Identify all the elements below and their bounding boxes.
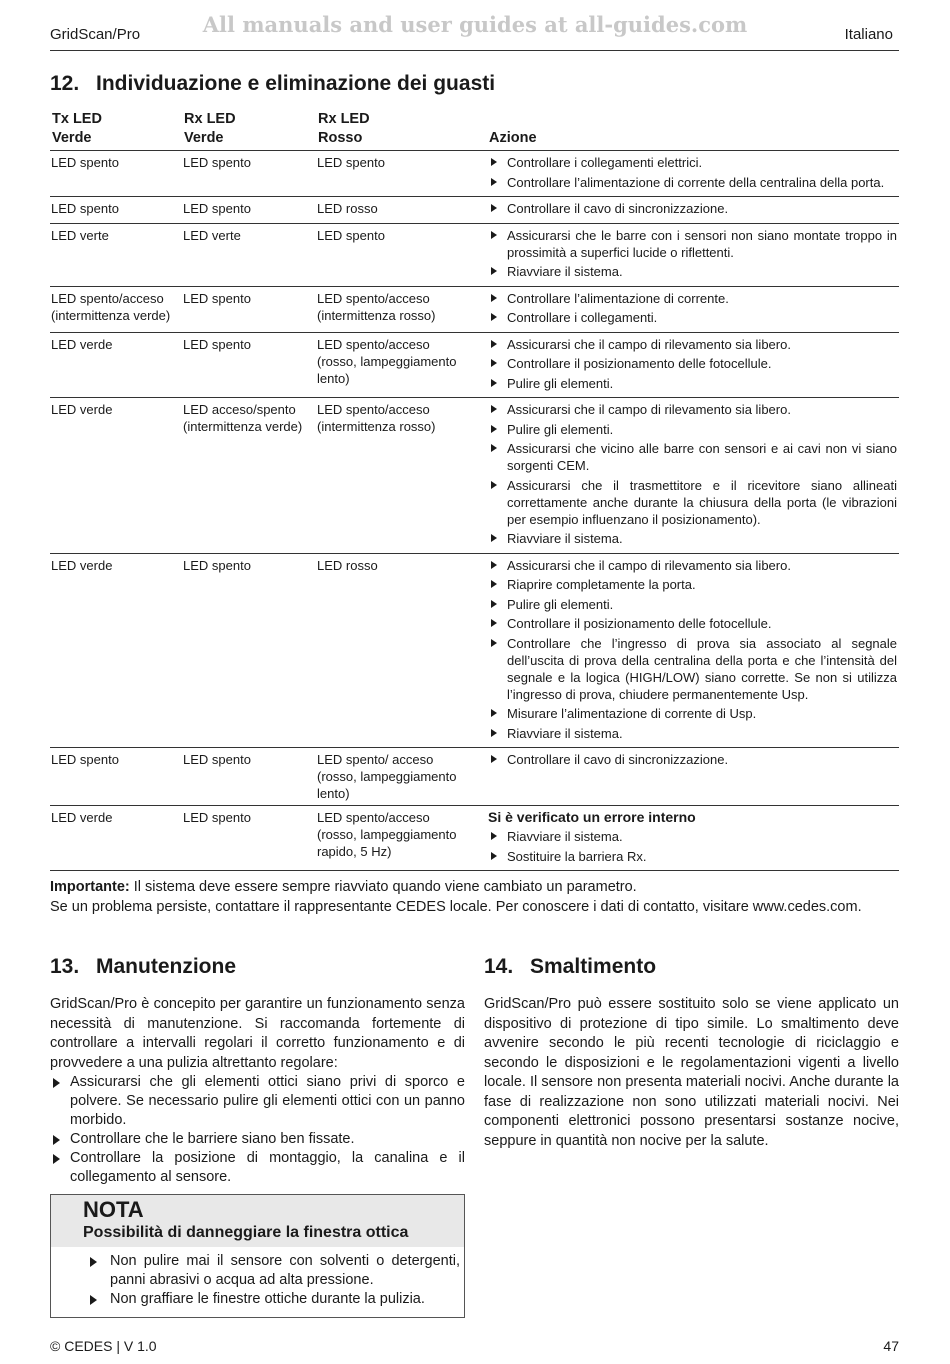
col-header-line: Rx LED: [184, 111, 236, 127]
cell-action: [487, 223, 899, 286]
header-product: GridScan/Pro: [50, 26, 141, 43]
action-item: Assicurarsi che il campo di rilevamento sia libero.: [488, 557, 897, 574]
cell-line: LED acceso/spento: [183, 402, 296, 417]
action-item: Sostituire la barriera Rx.: [488, 848, 897, 865]
cell-rx-green-led: [182, 197, 316, 224]
cell-tx-led: [50, 748, 182, 806]
cell-line: LED spento: [51, 201, 119, 216]
col-header-line: Verde: [184, 130, 224, 146]
note-body: [51, 1247, 464, 1309]
action-item: Controllare il posizionamento delle fotocellule.: [488, 615, 897, 632]
table-row: [50, 223, 899, 286]
action-list: [488, 290, 897, 327]
important-notes: [50, 878, 899, 917]
cell-rx-green-led: [182, 332, 316, 398]
cell-rx-red-led: [316, 332, 487, 398]
cell-line: LED spento/acceso: [317, 336, 430, 352]
action-item: Assicurarsi che il campo di rilevamento sia libero.: [488, 401, 897, 418]
cell-rx-red-led: [316, 398, 487, 554]
cell-rx-red-led: [316, 748, 487, 806]
cell-action: [487, 197, 899, 224]
cell-action: [487, 748, 899, 806]
note-subtitle: Possibilità di danneggiare la finestra ottica: [83, 1224, 409, 1241]
cell-tx-led: [50, 197, 182, 224]
action-item: Assicurarsi che il campo di rilevamento sia libero.: [488, 336, 897, 353]
section-13-intro: GridScan/Pro è concepito per garantire un funzionamento senza necessità di manutenzione. Si raccomanda fortemente di controllare a intervalli regolari il corretto funzionamento e di provvedere a una pulizia altrettanto regolare:: [50, 996, 465, 1071]
cell-rx-green-led: [182, 398, 316, 554]
action-item: Riavviare il sistema.: [488, 725, 897, 742]
action-list: [488, 154, 897, 191]
cell-line: rapido, 5 Hz): [317, 844, 392, 859]
cell-line: LED spento/acceso: [317, 810, 430, 825]
cell-line: LED spento: [183, 155, 251, 170]
action-list: [488, 336, 897, 392]
note-box: [50, 1194, 465, 1318]
cell-line: (intermittenza verde): [183, 419, 303, 434]
section-13-heading: [50, 955, 465, 979]
list-item: Controllare la posizione di montaggio, la canalina e il collegamento al sensore.: [50, 1149, 465, 1187]
cell-line: LED verde: [51, 557, 113, 573]
cell-line: LED verde: [51, 336, 113, 352]
action-item: Controllare l’alimentazione di corrente.: [488, 290, 897, 307]
cell-line: LED spento: [183, 752, 251, 767]
section-14-title: Smaltimento: [530, 955, 657, 978]
section-14-text: GridScan/Pro può essere sostituito solo se viene applicato un dispositivo di protezione di tipo simile. Lo smaltimento deve avvenire secondo le più recenti tecnologie di riciclaggio e secondo le disposizioni e le regolamentazioni vigenti a livello locale. Il sensore non presenta materiali nocivi. Anche durante la fase di realizzazione non sono utilizzati materiali nocivi. Nei componenti elettronici possono presentarsi sostanze nocive, seppure in quantità non nocive per la salute.: [484, 996, 899, 1149]
cell-line: LED spento: [183, 336, 251, 352]
cell-rx-red-led: [316, 806, 487, 871]
cell-action: [487, 806, 899, 871]
cell-rx-green-led: [182, 553, 316, 748]
action-item: Riavviare il sistema.: [488, 828, 897, 845]
cell-action: [487, 151, 899, 197]
table-row: [50, 197, 899, 224]
section-13-number: 13.: [50, 955, 80, 978]
cell-line: (intermittenza rosso): [317, 307, 436, 323]
cell-tx-led: [50, 332, 182, 398]
maintenance-list: [50, 1073, 465, 1187]
list-item: Assicurarsi che gli elementi ottici siano privi di sporco e polvere. Se necessario pulire gli elementi ottici con un panno morbido.: [50, 1073, 465, 1130]
cell-action: [487, 398, 899, 554]
section-14-number: 14.: [484, 955, 514, 978]
cell-line: LED verte: [51, 227, 109, 243]
page-number: 47: [883, 1338, 899, 1354]
cell-line: LED spento: [317, 227, 385, 243]
cell-line: lento): [317, 370, 350, 386]
cell-line: LED spento: [183, 810, 251, 825]
cell-rx-red-led: [316, 197, 487, 224]
action-item: Pulire gli elementi.: [488, 596, 897, 613]
cell-line: LED spento/ acceso: [317, 752, 434, 767]
cell-line: LED spento: [51, 752, 119, 767]
section-12-title: Individuazione e eliminazione dei guasti: [96, 72, 496, 95]
cell-line: (intermittenza rosso): [317, 419, 436, 434]
cell-rx-red-led: [316, 553, 487, 748]
note-title: NOTA: [83, 1197, 144, 1222]
action-list: [488, 557, 897, 742]
cell-line: LED spento: [183, 290, 251, 306]
col-header-action: [487, 110, 899, 151]
action-item: Controllare l’alimentazione di corrente della centralina della porta.: [488, 174, 897, 191]
footer-copyright: © CEDES | V 1.0: [50, 1338, 157, 1354]
table-row: [50, 806, 899, 871]
action-item: Assicurarsi che le barre con i sensori non siano montate troppo in prossimità a superfici lucide o riflettenti.: [488, 227, 897, 261]
cell-tx-led: [50, 806, 182, 871]
contact-text: Se un problema persiste, contattare il rappresentante CEDES locale. Per conoscere i dati di contatto, visitare www.cedes.com.: [50, 898, 862, 915]
table-row: [50, 398, 899, 554]
cell-tx-led: [50, 286, 182, 332]
section-14: [484, 955, 899, 1151]
action-title: Si è verificato un errore interno: [488, 809, 696, 825]
action-list: [488, 828, 897, 865]
cell-rx-green-led: [182, 748, 316, 806]
cell-tx-led: [50, 553, 182, 748]
cell-rx-red-led: [316, 223, 487, 286]
header-language: Italiano: [844, 26, 893, 43]
cell-rx-green-led: [182, 286, 316, 332]
cell-rx-red-led: [316, 151, 487, 197]
cell-line: (rosso, lampeggiamento: [317, 827, 457, 842]
table-body: [50, 151, 899, 871]
section-12-number: 12.: [50, 72, 80, 95]
cell-line: LED spento/acceso: [317, 402, 430, 417]
action-list: [488, 200, 897, 217]
table-row: [50, 151, 899, 197]
col-header-tx: [50, 110, 182, 151]
action-list: [488, 401, 897, 547]
col-header-line: Rosso: [318, 130, 363, 146]
cell-action: [487, 286, 899, 332]
cell-line: LED spento: [183, 557, 251, 573]
cell-line: (rosso, lampeggiamento: [317, 353, 457, 369]
action-item: Pulire gli elementi.: [488, 421, 897, 438]
cell-line: LED verde: [51, 810, 113, 825]
col-header-line: Azione: [489, 130, 537, 146]
col-header-rx-green: [182, 110, 316, 151]
col-header-line: Tx LED: [52, 111, 102, 127]
cell-rx-red-led: [316, 286, 487, 332]
action-item: Controllare il posizionamento delle fotocellule.: [488, 355, 897, 372]
action-item: Assicurarsi che vicino alle barre con sensori e ai cavi non vi siano sorgenti CEM.: [488, 440, 897, 474]
action-item: Controllare il cavo di sincronizzazione.: [488, 200, 897, 217]
cell-line: LED verte: [183, 227, 241, 243]
table-header-row: [50, 110, 899, 151]
section-13: [50, 955, 465, 1187]
action-item: Controllare che l’ingresso di prova sia associato al segnale dell’uscita di prova della centralina della porta e che l’intensità del segnale e la logica (HIGH/LOW) siano corrette. Se non si utilizza l’ingresso di prova, chiudere permanentemente Usp.: [488, 635, 897, 703]
watermark: All manuals and user guides at all-guides.com: [202, 12, 748, 37]
note-list: [87, 1252, 460, 1309]
table-row: [50, 332, 899, 398]
action-list: [488, 751, 897, 768]
cell-line: lento): [317, 786, 350, 801]
col-header-line: Verde: [52, 130, 92, 146]
cell-tx-led: [50, 398, 182, 554]
cell-line: LED spento: [51, 155, 119, 170]
list-item: Non pulire mai il sensore con solventi o detergenti, panni abrasivi o acqua ad alta pressione.: [87, 1252, 460, 1290]
page-header: [50, 26, 899, 51]
important-label: Importante:: [50, 879, 130, 895]
cell-rx-green-led: [182, 806, 316, 871]
cell-tx-led: [50, 151, 182, 197]
cell-action: [487, 332, 899, 398]
cell-line: LED spento/acceso: [51, 290, 164, 306]
cell-line: LED rosso: [317, 557, 378, 573]
cell-line: LED spento: [183, 201, 251, 216]
note-header: [51, 1195, 464, 1247]
table-row: [50, 286, 899, 332]
important-line: [50, 878, 899, 898]
action-item: Controllare i collegamenti elettrici.: [488, 154, 897, 171]
cell-rx-green-led: [182, 223, 316, 286]
cell-line: LED spento: [317, 155, 385, 170]
list-item: Non graffiare le finestre ottiche durante la pulizia.: [87, 1290, 460, 1309]
cell-line: (intermittenza verde): [51, 307, 171, 323]
list-item: Controllare che le barriere siano ben fissate.: [50, 1130, 465, 1149]
col-header-rx-red: [316, 110, 487, 151]
action-item: Misurare l’alimentazione di corrente di Usp.: [488, 705, 897, 722]
cell-line: (rosso, lampeggiamento: [317, 769, 457, 784]
important-text: Il sistema deve essere sempre riavviato quando viene cambiato un parametro.: [129, 879, 637, 895]
troubleshooting-table: [50, 110, 899, 871]
cell-line: LED verde: [51, 402, 113, 417]
action-item: Controllare i collegamenti.: [488, 309, 897, 326]
table-row: [50, 748, 899, 806]
action-item: Pulire gli elementi.: [488, 375, 897, 392]
col-header-line: Rx LED: [318, 111, 370, 127]
cell-line: LED rosso: [317, 201, 378, 216]
action-item: Riavviare il sistema.: [488, 263, 897, 280]
cell-tx-led: [50, 223, 182, 286]
cell-rx-green-led: [182, 151, 316, 197]
section-13-title: Manutenzione: [96, 955, 236, 978]
table-row: [50, 553, 899, 748]
section-12-heading: [50, 72, 495, 96]
action-list: [488, 227, 897, 281]
action-item: Riavviare il sistema.: [488, 530, 897, 547]
section-14-heading: [484, 955, 899, 979]
action-item: Riaprire completamente la porta.: [488, 576, 897, 593]
action-item: Controllare il cavo di sincronizzazione.: [488, 751, 897, 768]
cell-line: LED spento/acceso: [317, 290, 430, 306]
cell-action: [487, 553, 899, 748]
action-item: Assicurarsi che il trasmettitore e il ricevitore siano allineati correttamente anche durante la chiusura della porta (le vibrazioni per esempio influenzano il posizionamento).: [488, 477, 897, 528]
